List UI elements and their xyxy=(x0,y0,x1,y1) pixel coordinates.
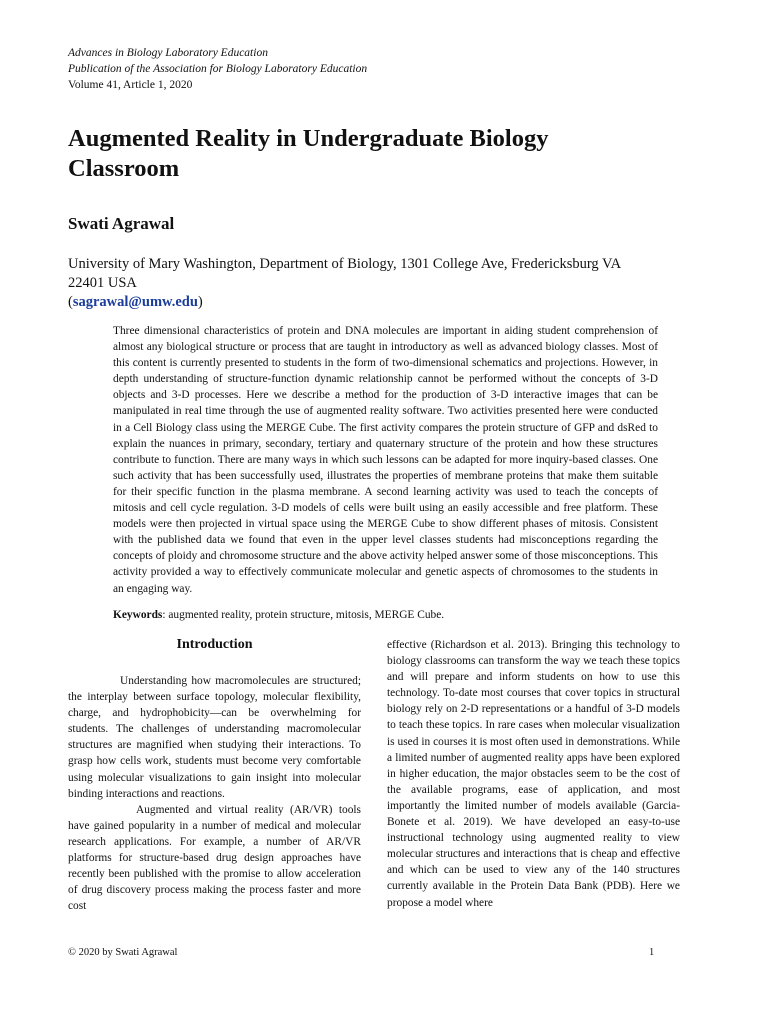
introduction-heading: Introduction xyxy=(176,637,253,652)
copyright-notice: © 2020 by Swati Agrawal xyxy=(68,947,178,958)
left-column xyxy=(68,636,361,914)
keywords-text: : augmented reality, protein structure, mitosis, MERGE Cube. xyxy=(162,609,445,621)
email-open-paren: ( xyxy=(68,294,73,310)
affiliation-line-1: University of Mary Washington, Department of Biology, 1301 College Ave, Fredericksburg VA xyxy=(68,256,622,272)
keywords xyxy=(113,607,658,623)
abstract: Three dimensional characteristics of protein and DNA molecules are important in aiding student comprehension of almost any biological structure or process that are taught in introductory as well as advanced biology classes. Most of this content is currently presented to students in the form of two-dimensional schematics and projections. However, in depth understanding of structure-function dynamic relationship cannot be performed without the concepts of 3-D objects and 3-D processes. Here we describe a method for the production of 3-D interactive images that can be manipulated in real time through the use of augmented reality software. Two activities presented here were conducted in a Cell Biology class using the MERGE Cube. The first activity compares the protein structure of GFP and dsRed to explain the nuances in primary, secondary, tertiary and quaternary structure of the protein and how these structures contribute to function. There are many ways in which such lessons can be adapted for more inquiry-based classes. One such activity that has been successfully used, illustrates the properties of membrane proteins that make them suitable for their specific function in the plasma membrane. A second learning activity was used to teach the concepts of mitosis and cell cycle regulation. 3-D models of cells were built using an easily accessible and free platform. These models were then projected in virtual space using the MERGE Cube to show different phases of mitosis. Consistent with the published data we found that even in the upper level classes students had misconceptions regarding the concepts of ploidy and chromosome structure and the above activity helped answer some of those misconceptions. This activity provided a way to effectively communicate molecular and genetic aspects of chromosomes to the students in an engaging way. xyxy=(113,325,658,595)
author-email-link[interactable]: sagrawal@umw.edu xyxy=(72,294,198,310)
paper-title: Augmented Reality in Undergraduate Biology Classroom xyxy=(68,125,549,182)
journal-header xyxy=(68,45,367,93)
affiliation-line-2: 22401 USA xyxy=(68,275,137,291)
page-number: 1 xyxy=(649,947,655,958)
journal-volume: Volume 41, Article 1, 2020 xyxy=(68,79,193,91)
introduction-paragraph-3: effective (Richardson et al. 2013). Bringing this technology to biology classrooms can transform the way we teach these topics and will prepare and inform students on how to use this technology. To-date most courses that cover topics in structural biology rely on 2-D representations or a handful of 3-D models to teach these topics. In rare cases when molecular visualization is used in courses it is most often used in demonstrations. While a limited number of augmented reality apps have been explored in higher education, the major obstacles seem to be the cost of the available programs, ease of application, and most importantly the limited number of models available (Garcia-Bonete et al. 2019). We have developed an easy-to-use instructional technology using augmented reality to view molecular structures and interactions that is cheap and effective and which can be used to view any of the 140 structures currently available in the Protein Data Bank (PDB). Here we propose a model where xyxy=(387,639,680,909)
introduction-paragraph-2: Augmented and virtual reality (AR/VR) tools have gained popularity in a number of medical and molecular research applications. For example, a number of AR/VR platforms for structure-based drug design approaches have recently been published with the promise to allow acceleration of drug discovery process making the process faster and more cost xyxy=(68,803,361,913)
introduction-paragraph-1: Understanding how macromolecules are structured; the interplay between surface topology, molecular flexibility, charge, and hydrophobicity—can be overwhelming for students. The challenges of understanding macromolecular structures are magnified when studying their interactions. To grasp how cells work, students must become very comfortable using molecular visualizations to gain insight into molecular binding interactions and reactions. xyxy=(68,675,361,800)
author-name: Swati Agrawal xyxy=(68,214,175,233)
right-column xyxy=(387,637,680,911)
author-email-line xyxy=(68,293,668,312)
journal-publication: Publication of the Association for Biology Laboratory Education xyxy=(68,63,368,75)
journal-name: Advances in Biology Laboratory Education xyxy=(68,47,268,59)
author-affiliation xyxy=(68,255,668,312)
keywords-label: Keywords xyxy=(113,609,163,621)
email-close-paren: ) xyxy=(197,294,203,310)
